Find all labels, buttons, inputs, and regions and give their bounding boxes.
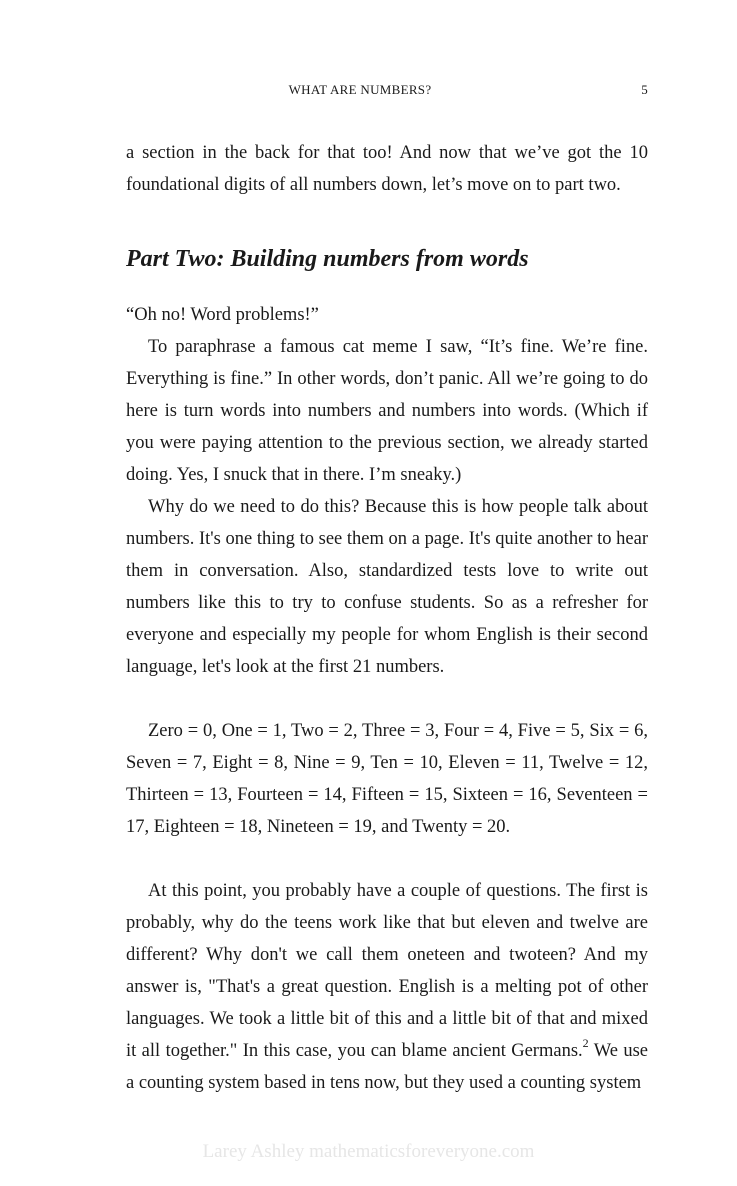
- body-paragraph-why: Why do we need to do this? Because this is how people talk about numbers. It's one thing to see them on a page. It's quite another to hear them in conversation. Also, standardized tests love to write out numbers like this to try to confuse students. So as a refresher for everyone and especially my people for whom English is their second language, let's look at the first 21 numbers.: [126, 497, 648, 677]
- closing-paragraph-block: [126, 875, 648, 1099]
- opening-paragraph: a section in the back for that too! And now that we’ve got the 10 foundational digits of all numbers down, let’s move on to part two.: [126, 143, 648, 195]
- closing-text-before-footnote: At this point, you probably have a couple of questions. The first is probably, why do the teens work like that but eleven and twelve are different? Why don't we call them oneteen and twoteen? And my answer is, "That's a great question. English is a melting pot of other languages. We took a little bit of this and a little bit of that and mixed it all together." In this case, you can blame ancient Germans.: [126, 881, 648, 1061]
- closing-paragraph: [126, 875, 648, 1099]
- opening-paragraph-block: [126, 137, 648, 201]
- number-list-block: [126, 715, 648, 843]
- number-list-paragraph: Zero = 0, One = 1, Two = 2, Three = 3, Four = 4, Five = 5, Six = 6, Seven = 7, Eight = 8, Nine = 9, Ten = 10, Eleven = 11, Twelve = 12, Thirteen = 13, Fourteen = 14, Fifteen = 15, Sixteen = 16, Seventeen = 17, Eighteen = 18, Nineteen = 19, and Twenty = 20.: [126, 721, 648, 837]
- body-paragraphs: [126, 299, 648, 683]
- body-paragraph-cat-meme: To paraphrase a famous cat meme I saw, “It’s fine. We’re fine. Everything is fine.” In other words, don’t panic. All we’re going to do here is turn words into numbers and numbers into words. (Which if you were paying attention to the previous section, we already started doing. Yes, I snuck that in there. I’m sneaky.): [126, 337, 648, 485]
- section-heading: Part Two: Building numbers from words: [126, 246, 529, 272]
- footnote-marker[interactable]: 2: [582, 1035, 589, 1050]
- page-number: 5: [641, 82, 648, 97]
- body-paragraph-quote: “Oh no! Word problems!”: [126, 305, 319, 325]
- running-header: [0, 82, 737, 100]
- watermark: Larey Ashley mathematicsforeveryone.com: [202, 1141, 535, 1162]
- closing-text-after-footnote: We use a counting system based in tens now, but they used a counting system: [126, 1041, 648, 1093]
- running-title: WHAT ARE NUMBERS?: [288, 82, 432, 97]
